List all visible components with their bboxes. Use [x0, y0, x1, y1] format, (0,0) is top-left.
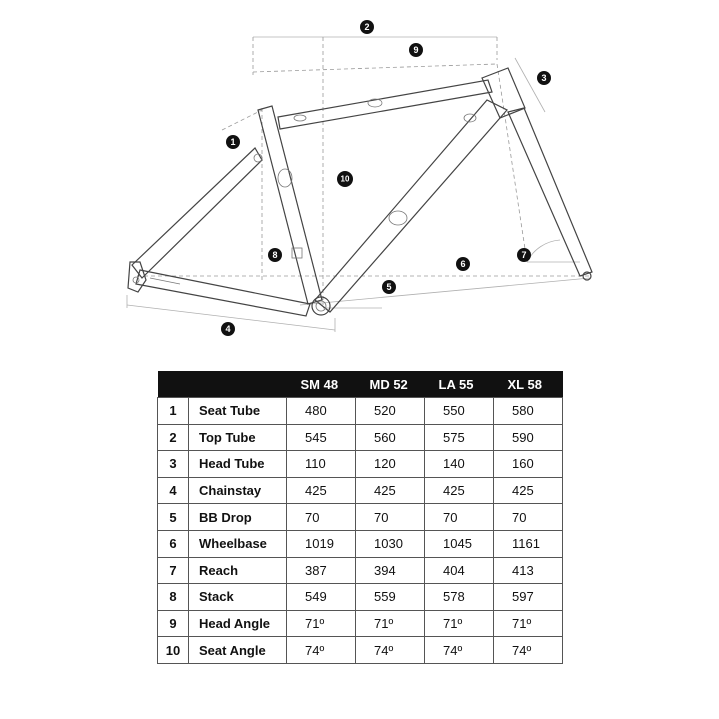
- row-number: 9: [158, 610, 189, 637]
- row-number: 3: [158, 451, 189, 478]
- cell-value: 70: [494, 504, 563, 531]
- cell-value: 575: [425, 424, 494, 451]
- table-row: [158, 398, 563, 425]
- svg-text:10: 10: [340, 174, 350, 184]
- marker-1: [226, 135, 240, 149]
- cell-value: 71º: [494, 610, 563, 637]
- row-number: 6: [158, 530, 189, 557]
- marker-6: [456, 257, 470, 271]
- svg-text:6: 6: [460, 259, 466, 269]
- header-sm48: SM 48: [287, 371, 356, 398]
- marker-9: [409, 43, 423, 57]
- table-row: [158, 610, 563, 637]
- cell-value: 71º: [425, 610, 494, 637]
- table-row: [158, 637, 563, 664]
- cell-value: 425: [356, 477, 425, 504]
- row-number: 4: [158, 477, 189, 504]
- cell-value: 387: [287, 557, 356, 584]
- table-row: [158, 557, 563, 584]
- row-label: Chainstay: [189, 477, 287, 504]
- row-label: Wheelbase: [189, 530, 287, 557]
- cell-value: 1045: [425, 530, 494, 557]
- cell-value: 590: [494, 424, 563, 451]
- cell-value: 70: [356, 504, 425, 531]
- cell-value: 520: [356, 398, 425, 425]
- cell-value: 413: [494, 557, 563, 584]
- table-row: [158, 424, 563, 451]
- svg-text:1: 1: [230, 137, 236, 147]
- row-number: 5: [158, 504, 189, 531]
- svg-text:8: 8: [272, 250, 278, 260]
- cell-value: 550: [425, 398, 494, 425]
- cell-value: 597: [494, 584, 563, 611]
- row-number: 10: [158, 637, 189, 664]
- bike-frame: [128, 68, 592, 316]
- svg-text:2: 2: [364, 22, 370, 32]
- marker-2: [360, 20, 374, 34]
- geometry-table: [157, 371, 563, 664]
- cell-value: 74º: [494, 637, 563, 664]
- row-number: 1: [158, 398, 189, 425]
- table-row: [158, 504, 563, 531]
- header-xl58: XL 58: [494, 371, 563, 398]
- row-number: 8: [158, 584, 189, 611]
- cell-value: 120: [356, 451, 425, 478]
- cell-value: 71º: [287, 610, 356, 637]
- row-number: 2: [158, 424, 189, 451]
- row-label: Head Tube: [189, 451, 287, 478]
- table-body: [158, 398, 563, 664]
- cell-value: 425: [287, 477, 356, 504]
- row-label: Seat Angle: [189, 637, 287, 664]
- cell-value: 394: [356, 557, 425, 584]
- cell-value: 578: [425, 584, 494, 611]
- cell-value: 1019: [287, 530, 356, 557]
- svg-text:4: 4: [225, 324, 231, 334]
- row-label: Seat Tube: [189, 398, 287, 425]
- marker-4: [221, 322, 235, 336]
- cell-value: 1030: [356, 530, 425, 557]
- row-label: Reach: [189, 557, 287, 584]
- header-label: [189, 371, 287, 398]
- cell-value: 1161: [494, 530, 563, 557]
- marker-3: [537, 71, 551, 85]
- frame-geometry-diagram: [0, 0, 719, 345]
- svg-text:7: 7: [521, 250, 527, 260]
- cell-value: 560: [356, 424, 425, 451]
- svg-text:5: 5: [386, 282, 392, 292]
- table-row: [158, 451, 563, 478]
- row-label: Top Tube: [189, 424, 287, 451]
- header-num: [158, 371, 189, 398]
- cell-value: 480: [287, 398, 356, 425]
- svg-text:3: 3: [541, 73, 547, 83]
- marker-5: [382, 280, 396, 294]
- table-header-row: [158, 371, 563, 398]
- row-label: Head Angle: [189, 610, 287, 637]
- header-md52: MD 52: [356, 371, 425, 398]
- cell-value: 549: [287, 584, 356, 611]
- cell-value: 70: [287, 504, 356, 531]
- row-label: Stack: [189, 584, 287, 611]
- svg-text:9: 9: [413, 45, 419, 55]
- cell-value: 404: [425, 557, 494, 584]
- marker-10: [337, 171, 353, 187]
- cell-value: 74º: [287, 637, 356, 664]
- cell-value: 559: [356, 584, 425, 611]
- row-number: 7: [158, 557, 189, 584]
- dimension-lines: [127, 37, 590, 332]
- table-row: [158, 530, 563, 557]
- table-row: [158, 477, 563, 504]
- cell-value: 70: [425, 504, 494, 531]
- cell-value: 110: [287, 451, 356, 478]
- cell-value: 545: [287, 424, 356, 451]
- cell-value: 74º: [356, 637, 425, 664]
- cell-value: 160: [494, 451, 563, 478]
- cell-value: 425: [425, 477, 494, 504]
- header-la55: LA 55: [425, 371, 494, 398]
- cell-value: 580: [494, 398, 563, 425]
- marker-8: [268, 248, 282, 262]
- row-label: BB Drop: [189, 504, 287, 531]
- table-row: [158, 584, 563, 611]
- cell-value: 71º: [356, 610, 425, 637]
- cell-value: 140: [425, 451, 494, 478]
- cell-value: 74º: [425, 637, 494, 664]
- cell-value: 425: [494, 477, 563, 504]
- marker-7: [517, 248, 531, 262]
